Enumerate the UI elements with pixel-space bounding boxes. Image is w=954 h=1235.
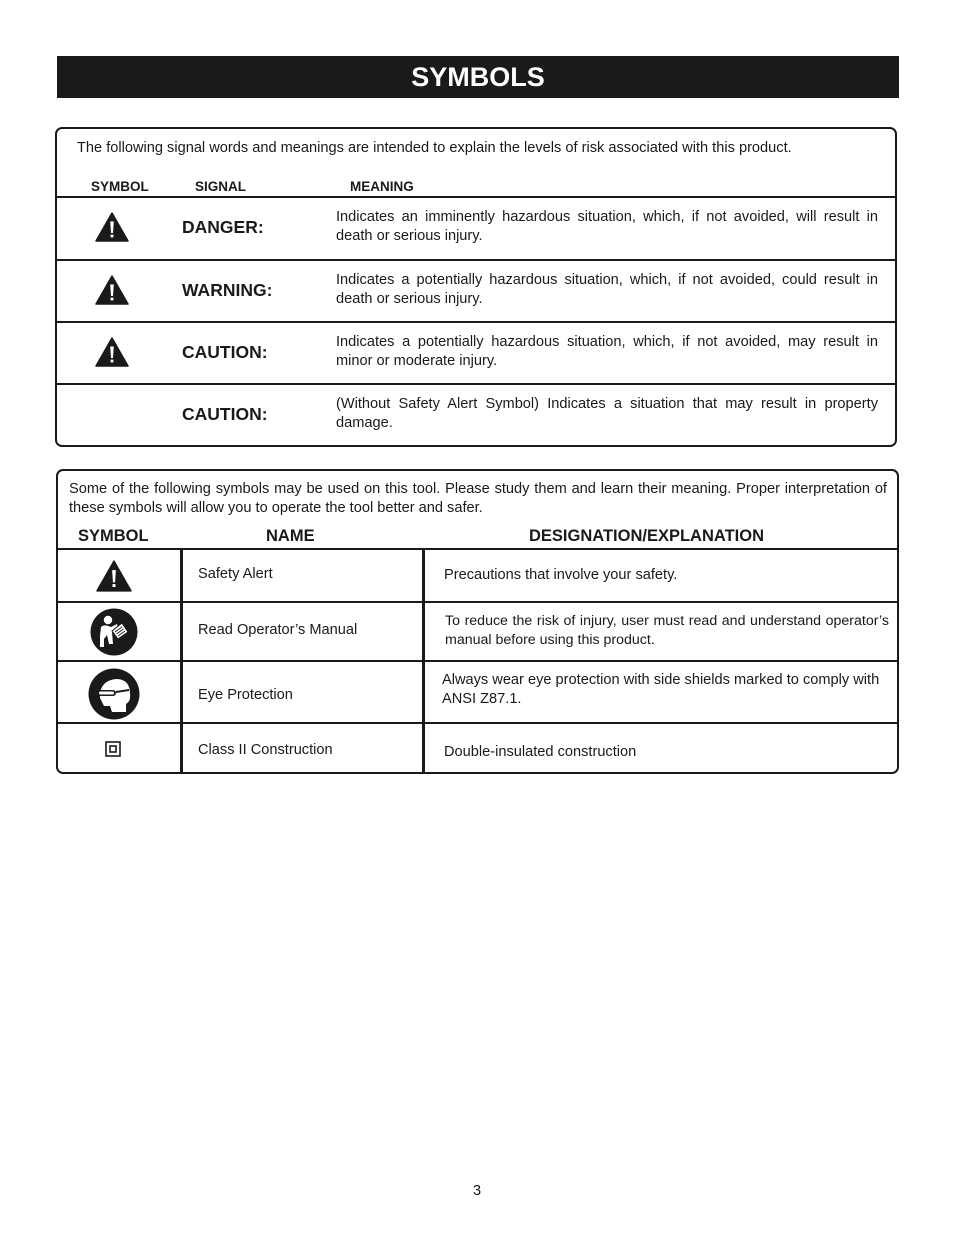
safety-alert-icon [95, 337, 129, 367]
signal-word: CAUTION: [182, 404, 268, 424]
symbol-row-safety-alert [58, 548, 897, 601]
signal-word: CAUTION: [182, 342, 268, 362]
header-symbol: SYMBOL [78, 527, 149, 545]
symbol-explanation: Precautions that involve your safety. [444, 567, 678, 583]
signal-word: WARNING: [182, 280, 273, 300]
symbol-row-read-manual [58, 601, 897, 660]
symbol-explanation: Always wear eye protection with side shields marked to comply with ANSI Z87.1. [442, 672, 880, 707]
safety-alert-icon [96, 560, 132, 592]
page-title: SYMBOLS [57, 56, 899, 98]
signal-word: DANGER: [182, 217, 264, 237]
signal-meaning: Indicates a potentially hazardous situation, which, if not avoided, may result in minor or moderate injury. [336, 334, 878, 369]
symbol-row-eye-protection [58, 660, 897, 722]
signal-words-intro: The following signal words and meanings are intended to explain the levels of risk associated with this product. [77, 140, 792, 156]
symbol-explanation: To reduce the risk of injury, user must read and understand operator’s manual before using this product. [445, 613, 889, 648]
symbol-explanation: Double-insulated construction [444, 744, 637, 760]
read-manual-icon [90, 608, 138, 656]
signal-meaning: (Without Safety Alert Symbol) Indicates a situation that may result in property damage. [336, 396, 878, 431]
signal-row-caution-no-symbol [57, 383, 895, 446]
signal-row-warning [57, 259, 895, 322]
signal-words-box [55, 127, 897, 447]
tool-symbols-intro: Some of the following symbols may be used on this tool. Please study them and learn their meaning. Proper interpretation of these symbols will allow you to operate the tool better and safer. [69, 481, 887, 516]
symbol-name: Read Operator’s Manual [198, 622, 358, 638]
safety-alert-icon [95, 275, 129, 305]
header-signal: SIGNAL [195, 179, 247, 194]
header-name: NAME [266, 527, 315, 545]
symbol-name: Eye Protection [198, 687, 293, 703]
symbol-row-class-ii [58, 722, 897, 774]
signal-row-danger [57, 196, 895, 259]
symbol-name: Class II Construction [198, 742, 333, 758]
tool-symbols-box [56, 469, 899, 774]
header-symbol: SYMBOL [91, 179, 149, 194]
class-ii-construction-icon [105, 741, 121, 757]
signal-meaning: Indicates an imminently hazardous situation, which, if not avoided, will result in death or serious injury. [336, 209, 878, 244]
header-meaning: MEANING [350, 179, 414, 194]
signal-row-caution [57, 321, 895, 384]
symbol-name: Safety Alert [198, 566, 273, 582]
page-number: 3 [472, 1183, 482, 1199]
header-explanation: DESIGNATION/EXPLANATION [529, 527, 764, 545]
signal-meaning: Indicates a potentially hazardous situation, which, if not avoided, could result in death or serious injury. [336, 272, 878, 307]
safety-alert-icon [95, 212, 129, 242]
eye-protection-icon [88, 668, 140, 720]
